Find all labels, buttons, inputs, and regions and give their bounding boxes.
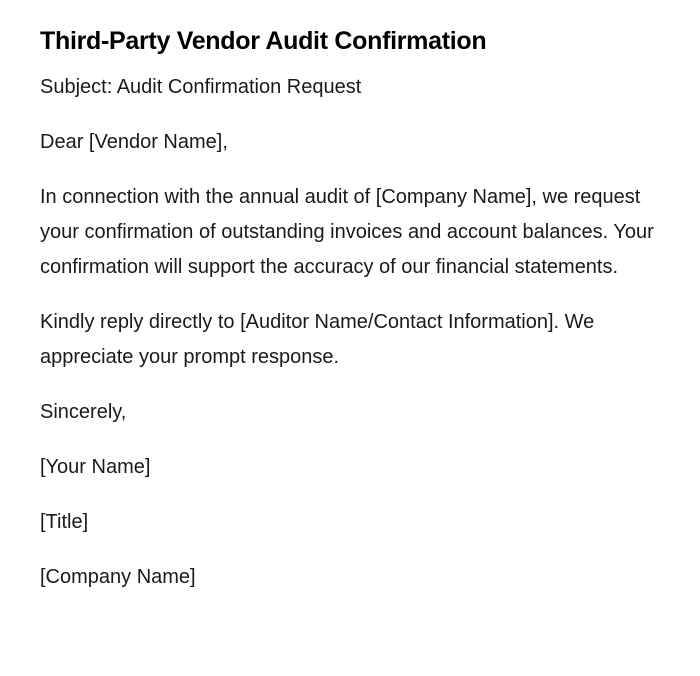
subject-line: Subject: Audit Confirmation Request xyxy=(40,76,362,98)
signature-name: [Your Name] xyxy=(40,456,151,478)
document-title: Third-Party Vendor Audit Confirmation xyxy=(40,27,487,55)
signature-title: [Title] xyxy=(40,511,89,533)
greeting: Dear [Vendor Name], xyxy=(40,131,228,153)
signature-company: [Company Name] xyxy=(40,566,196,588)
letter-document xyxy=(40,24,660,595)
body-paragraph-1: In connection with the annual audit of [Company Name], we request your confirmation of outstanding invoices and account balances. Your confirmation will support the accuracy of our financial statements. xyxy=(40,186,654,278)
body-paragraph-2: Kindly reply directly to [Auditor Name/Contact Information]. We appreciate your prompt response. xyxy=(40,311,595,368)
closing: Sincerely, xyxy=(40,401,127,423)
